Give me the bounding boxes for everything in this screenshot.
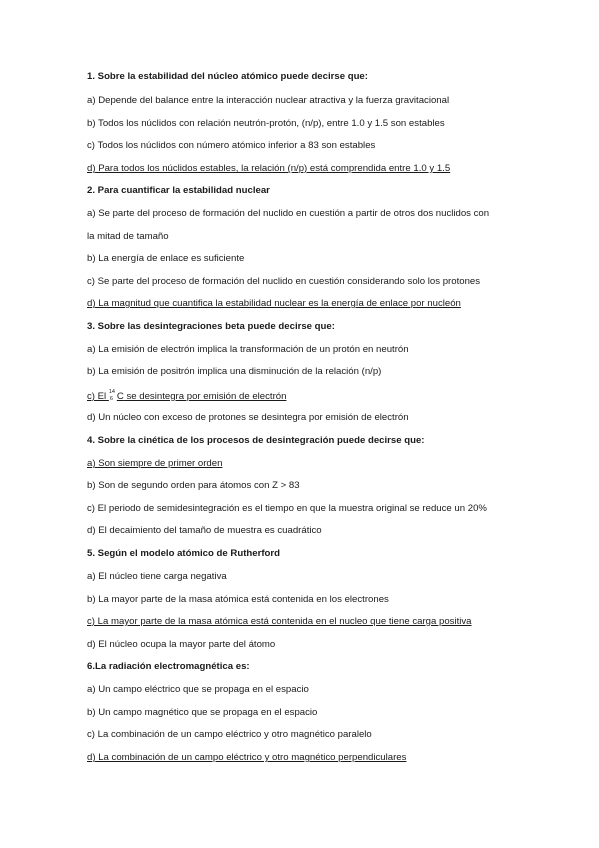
- question-4-option-c: c) El periodo de semidesintegración es el tiempo en que la muestra original se reduce un 20%: [87, 503, 487, 514]
- question-5-option-c-correct: c) La mayor parte de la masa atómica está contenida en el nucleo que tiene carga positiva: [87, 616, 472, 627]
- question-3-option-c-prefix: c) El: [87, 391, 109, 402]
- question-5-option-a: a) El núcleo tiene carga negativa: [87, 571, 227, 582]
- question-6-option-c: c) La combinación de un campo eléctrico y otro magnético paralelo: [87, 729, 372, 740]
- question-1-option-c: c) Todos los núclidos con número atómico inferior a 83 son estables: [87, 140, 376, 151]
- question-6-option-a: a) Un campo eléctrico que se propaga en el espacio: [87, 684, 309, 695]
- question-4-option-d: d) El decaimiento del tamaño de muestra es cuadrático: [87, 525, 322, 536]
- question-2-option-b: b) La energía de enlace es suficiente: [87, 253, 245, 264]
- question-5-title: 5. Según el modelo atómico de Rutherford: [87, 548, 280, 559]
- question-1-title: 1. Sobre la estabilidad del núcleo atómico puede decirse que:: [87, 71, 368, 82]
- question-3-option-a: a) La emisión de electrón implica la transformación de un protón en neutrón: [87, 344, 409, 355]
- question-5-option-d: d) El núcleo ocupa la mayor parte del átomo: [87, 639, 276, 650]
- isotope-atomic-number: 6: [109, 396, 113, 402]
- question-6-title: 6.La radiación electromagnética es:: [87, 661, 250, 672]
- question-3-option-d: d) Un núcleo con exceso de protones se desintegra por emisión de electrón: [87, 412, 409, 423]
- isotope-notation: [108, 389, 117, 402]
- question-2-title: 2. Para cuantificar la estabilidad nuclear: [87, 185, 270, 196]
- question-1-option-b: b) Todos los núclidos con relación neutrón-protón, (n/p), entre 1.0 y 1.5 son estables: [87, 118, 445, 129]
- isotope-mass-number: 14: [108, 389, 115, 395]
- question-4-title: 4. Sobre la cinética de los procesos de desintegración puede decirse que:: [87, 435, 425, 446]
- question-2-option-d-correct: d) La magnitud que cuantifica la estabilidad nuclear es la energía de enlace por nucleón: [87, 298, 461, 309]
- question-6-option-d-correct: d) La combinación de un campo eléctrico y otro magnético perpendiculares: [87, 752, 407, 763]
- question-3-option-b: b) La emisión de positrón implica una disminución de la relación (n/p): [87, 366, 382, 377]
- question-2-option-a-continued: la mitad de tamaño: [87, 231, 169, 242]
- question-6-option-b: b) Un campo magnético que se propaga en el espacio: [87, 707, 318, 718]
- question-1-option-d-correct: d) Para todos los núclidos estables, la relación (n/p) está comprendida entre 1.0 y 1.5: [87, 163, 451, 174]
- question-4-option-a-correct: a) Son siempre de primer orden: [87, 458, 223, 469]
- isotope-symbol: C: [116, 391, 124, 402]
- question-3-option-c-correct: [87, 389, 286, 403]
- question-3-option-c-rest: se desintegra por emisión de electrón: [123, 391, 287, 402]
- question-4-option-b: b) Son de segundo orden para átomos con Z > 83: [87, 480, 300, 491]
- question-3-title: 3. Sobre las desintegraciones beta puede decirse que:: [87, 321, 335, 332]
- question-2-option-c: c) Se parte del proceso de formación del nuclido en cuestión considerando solo los protones: [87, 276, 481, 287]
- question-1-option-a: a) Depende del balance entre la interacción nuclear atractiva y la fuerza gravitacional: [87, 95, 450, 106]
- question-2-option-a: a) Se parte del proceso de formación del nuclido en cuestión a partir de otros dos nuclidos con: [87, 208, 490, 219]
- question-5-option-b: b) La mayor parte de la masa atómica está contenida en los electrones: [87, 594, 389, 605]
